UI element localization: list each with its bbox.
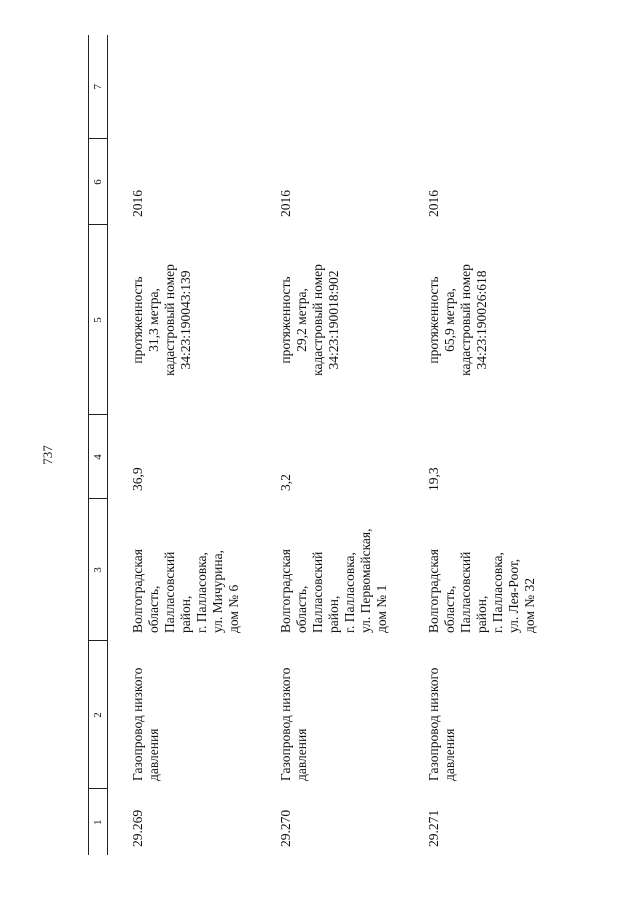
object-year: 2016 [130,190,145,217]
object-value: 3,2 [278,474,293,491]
table-row [268,35,416,855]
row-number: 29.271 [426,809,441,847]
object-characteristics: протяженность 29,2 метра, кадастровый номер 34:23:190018:902 [278,264,341,376]
column-header-5: 5 [89,225,108,415]
header-row [89,35,108,855]
object-address: Волгоградская область, Палласовский район, г. Палласовка, ул. Мичурина, дом № 6 [130,549,241,633]
page-number: 737 [40,445,55,465]
object-address: Волгоградская область, Палласовский район, г. Палласовка, ул. Первомайская, дом № 1 [278,528,389,633]
object-note [416,35,564,139]
row-number: 29.269 [130,809,145,847]
table-row [108,35,269,855]
column-header-7: 7 [89,35,108,139]
object-value: 36,9 [130,467,145,491]
row-number: 29.270 [278,809,293,847]
object-name: Газопровод низкого давления [278,667,309,781]
object-address: Волгоградская область, Палласовский район, г. Палласовка, ул. Лея-Роот, дом № 32 [426,549,537,633]
object-characteristics: протяженность 31,3 метра, кадастровый номер 34:23:190043:139 [130,264,193,376]
object-value: 19,3 [426,467,441,491]
property-table [88,35,564,855]
object-characteristics: протяженность 65,9 метра, кадастровый номер 34:23:190026:618 [426,264,489,376]
column-header-6: 6 [89,139,108,225]
object-year: 2016 [426,190,441,217]
object-note [268,35,416,139]
column-header-1: 1 [89,789,108,855]
object-name: Газопровод низкого давления [130,667,161,781]
column-header-3: 3 [89,499,108,641]
column-header-4: 4 [89,415,108,499]
table-row [416,35,564,855]
object-year: 2016 [278,190,293,217]
object-name: Газопровод низкого давления [426,667,457,781]
rotated-table-container [88,35,618,855]
object-note [108,35,269,139]
column-header-2: 2 [89,641,108,789]
